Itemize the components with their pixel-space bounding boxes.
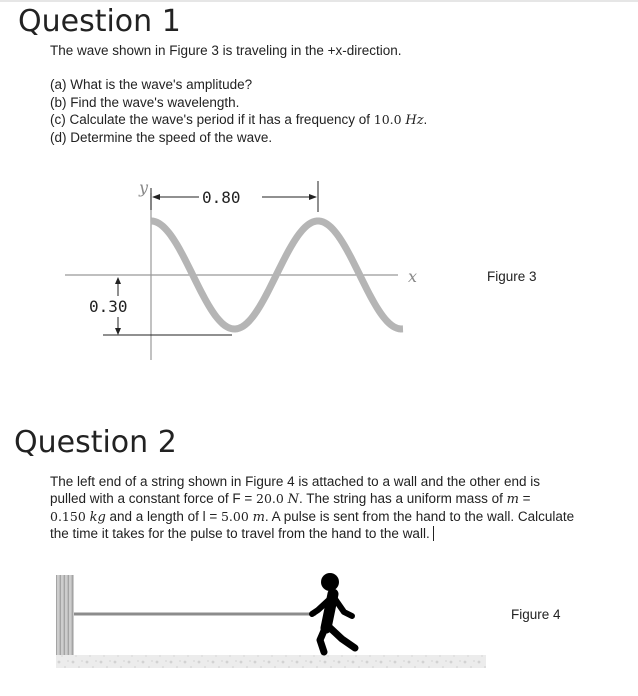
q2-line-2-end: =	[518, 491, 531, 506]
q1-part-d: (d) Determine the speed of the wave.	[50, 130, 273, 145]
q1-part-c-text: (c) Calculate the wave's period if it has a frequency of	[50, 112, 374, 127]
question-1-title: Question 1	[18, 4, 181, 39]
q2-length-value: 5.00	[220, 509, 249, 524]
question-2-title: Question 2	[14, 425, 177, 460]
q1-frequency-value: 10.0	[373, 112, 402, 127]
q2-line-2-text: pulled with a constant force of F =	[50, 491, 256, 506]
q1-part-b: (b) Find the wave's wavelength.	[50, 95, 240, 110]
q2-line-4-text: the time it takes for the pulse to travel from the hand to the wall.	[50, 526, 430, 541]
amplitude-label: 0.30	[89, 297, 128, 316]
q2-mass-value: 0.150	[50, 509, 86, 524]
figure-4-label: Figure 4	[511, 607, 561, 622]
q2-mass-unit: kg	[89, 510, 106, 525]
q2-line-3-mid: and a length of l =	[105, 509, 221, 524]
figure-3-label: Figure 3	[487, 269, 537, 284]
q1-part-a: (a) What is the wave's amplitude?	[50, 77, 253, 92]
q1-part-c-end: .	[423, 112, 428, 127]
q2-line-3-end: . A pulse is sent from the hand to the wall. Calculate	[264, 509, 575, 524]
y-axis-label: y	[139, 178, 149, 197]
person-icon	[312, 573, 355, 652]
wavelength-label: 0.80	[202, 188, 241, 207]
q2-force-unit: N	[287, 492, 299, 507]
q1-intro: The wave shown in Figure 3 is traveling in the +x-direction.	[50, 43, 402, 58]
q2-line-1: The left end of a string shown in Figure 4 is attached to a wall and the other end is	[50, 474, 541, 489]
q1-frequency-unit: Hz	[405, 113, 424, 128]
q2-mass-var: m	[506, 492, 519, 507]
x-axis-label: x	[408, 267, 418, 286]
ground	[56, 655, 486, 668]
q2-force-value: 20.0	[256, 491, 284, 506]
q2-length-unit: m	[252, 510, 265, 525]
wall	[56, 575, 74, 661]
q2-line-2-mid: . The string has a uniform mass of	[298, 491, 507, 506]
